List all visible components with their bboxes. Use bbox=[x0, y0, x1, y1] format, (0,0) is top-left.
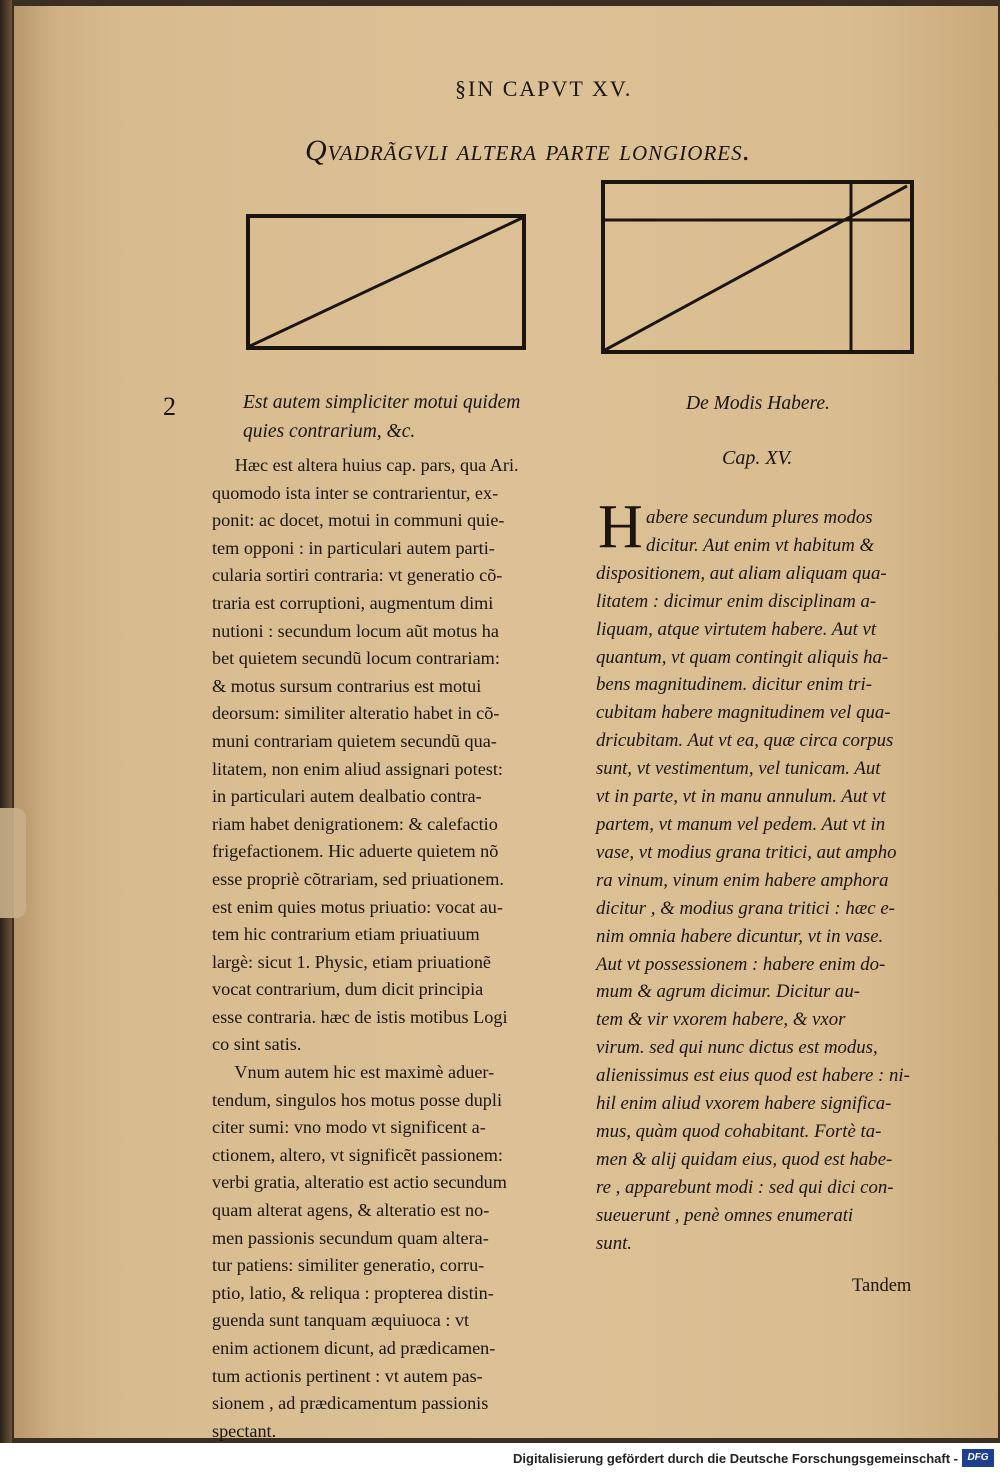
text-line: abere secundum plures modos bbox=[646, 507, 873, 528]
text-line: tem & vir vxorem habere, & vxor bbox=[596, 1009, 846, 1031]
text-line: ctionem, altero, vt significẽt passionem: bbox=[212, 1144, 503, 1165]
text-line: bet quietem secundũ locum contrariam: bbox=[212, 648, 500, 669]
text-line: esse contraria. hæc de istis motibus Logi bbox=[212, 1006, 508, 1027]
text-line: virum. sed qui nunc dictus est modus, bbox=[596, 1037, 878, 1059]
book-binding-edge bbox=[0, 0, 12, 1443]
text-line: traria est corruptioni, augmentum dimi bbox=[212, 592, 494, 613]
text-line: re , apparebunt modi : sed qui dici con- bbox=[596, 1176, 894, 1198]
digitization-footer bbox=[0, 1443, 1000, 1473]
text-line: quomodo ista inter se contrarientur, ex- bbox=[212, 482, 499, 503]
text-line: ptio, latio, & reliqua : propterea distin- bbox=[212, 1282, 494, 1303]
text-line: vocat contrarium, dum dicit principia bbox=[212, 979, 484, 1000]
text-line: Aut vt possessionem : habere enim do- bbox=[596, 953, 886, 975]
dfg-logo: DFG bbox=[962, 1449, 994, 1467]
text-line: tum actionis pertinent : vt autem pas- bbox=[212, 1365, 483, 1386]
text-line: tur patiens: similiter generatio, corru- bbox=[212, 1255, 485, 1276]
text-line: dicitur. Aut enim vt habitum & bbox=[646, 534, 875, 556]
text-line: cubitam habere magnitudinem vel qua- bbox=[596, 702, 891, 724]
text-line: alienissimus est eius quod est habere : ni- bbox=[596, 1065, 910, 1087]
left-column-text bbox=[212, 452, 519, 1445]
drop-cap: H bbox=[598, 493, 643, 561]
text-line: sunt. bbox=[596, 1232, 633, 1254]
text-line: guenda sunt tanquam æquiuoca : vt bbox=[212, 1310, 470, 1331]
text-line: men passionis secundum quam altera- bbox=[212, 1227, 489, 1248]
text-line: Vnum autem hic est maximè aduer- bbox=[212, 1062, 495, 1083]
text-line: sionem , ad prædicamentum passionis bbox=[212, 1393, 489, 1414]
text-line: vt in parte, vt in manu annulum. Aut vt bbox=[596, 786, 886, 808]
rectangle-figure-left bbox=[246, 214, 526, 350]
text-line: co sint satis. bbox=[212, 1034, 302, 1055]
rectangle-figure-right bbox=[601, 180, 914, 354]
lemma bbox=[243, 388, 520, 446]
text-line: spectant. bbox=[212, 1420, 277, 1441]
text-line: & motus sursum contrarius est motui bbox=[212, 675, 482, 696]
text-line: Hæc est altera huius cap. pars, qua Ari. bbox=[212, 455, 519, 475]
text-line: vase, vt modius grana tritici, aut ampho bbox=[596, 841, 897, 863]
text-line: hil enim aliud vxorem habere significa- bbox=[596, 1093, 892, 1115]
lemma-line: quies contrarium, &c. bbox=[243, 421, 416, 442]
text-line: tem hic contrarium etiam priuatiuum bbox=[212, 924, 480, 945]
text-line: in particulari autem dealbatio contra- bbox=[212, 786, 482, 807]
text-line: tendum, singulos hos motus posse dupli bbox=[212, 1089, 503, 1110]
figure-title: Qvadrãgvli altera parte longiores. bbox=[305, 134, 752, 167]
page-clip bbox=[0, 808, 26, 918]
text-line: dicitur , & modius grana tritici : hæc e- bbox=[596, 897, 895, 919]
text-line: deorsum: similiter alteratio habet in cõ- bbox=[212, 703, 500, 724]
margin-number: 2 bbox=[163, 392, 176, 421]
text-line: esse propriè cõtrariam, sed priuationem. bbox=[212, 868, 504, 889]
text-line: mum & agrum dicimur. Dicitur au- bbox=[596, 981, 860, 1003]
text-line: riam habet denigrationem: & calefactio bbox=[212, 813, 498, 834]
text-line: litatem : dicimur enim disciplinam a- bbox=[596, 590, 877, 612]
lemma-line: Est autem simpliciter motui quidem bbox=[243, 392, 521, 413]
text-line: dispositionem, aut aliam aliquam qua- bbox=[596, 562, 887, 584]
section-title: De Modis Habere. bbox=[686, 393, 830, 414]
text-line: sueuerunt , penè omnes enumerati bbox=[596, 1204, 854, 1226]
text-line: enim actionem dicunt, ad prædicamen- bbox=[212, 1338, 496, 1358]
text-line: liquam, atque virtutem habere. Aut vt bbox=[596, 618, 877, 640]
text-line: citer sumi: vno modo vt significent a- bbox=[212, 1117, 486, 1138]
text-line: partem, vt manum vel pedem. Aut vt in bbox=[596, 813, 886, 835]
text-line: frigefactionem. Hic aduerte quietem nõ bbox=[212, 841, 499, 862]
text-line: mus, quàm quod cohabitant. Fortè ta- bbox=[596, 1120, 882, 1142]
text-line: muni contrariam quietem secundũ qua- bbox=[212, 730, 497, 751]
text-line: cularia sortiri contraria: vt generatio cõ- bbox=[212, 565, 503, 586]
running-head: §IN CAPVT XV. bbox=[455, 76, 633, 101]
text-line: men & alij quidam eius, quod est habe- bbox=[596, 1148, 893, 1170]
footer-credit: Digitalisierung gefördert durch die Deutsche Forschungsgemeinschaft - bbox=[513, 1451, 958, 1466]
text-line: quantum, vt quam contingit aliquis ha- bbox=[596, 646, 889, 668]
text-line: dricubitam. Aut vt ea, quæ circa corpus bbox=[596, 730, 894, 752]
text-line: nim omnia habere dicuntur, vt in vase. bbox=[596, 925, 884, 947]
chapter-heading: Cap. XV. bbox=[722, 447, 793, 469]
text-line: est enim quies motus priuatio: vocat au- bbox=[212, 896, 503, 917]
text-line: quam alterat agens, & alteratio est no- bbox=[212, 1200, 490, 1221]
text-line: tem opponi : in particulari autem parti- bbox=[212, 537, 495, 558]
text-line: bens magnitudinem. dicitur enim tri- bbox=[596, 674, 872, 696]
right-column-text bbox=[596, 504, 910, 1257]
text-line: largè: sicut 1. Physic, etiam priuationẽ bbox=[212, 951, 491, 972]
text-line: verbi gratia, alteratio est actio secundum bbox=[212, 1172, 507, 1193]
text-line: ponit: ac docet, motui in communi quie- bbox=[212, 510, 505, 531]
text-line: ra vinum, vinum enim habere amphora bbox=[596, 869, 889, 891]
catchword: Tandem bbox=[852, 1276, 912, 1296]
text-line: nutioni : secundum locum aũt motus ha bbox=[212, 620, 499, 641]
text-line: sunt, vt vestimentum, vel tunicam. Aut bbox=[596, 758, 881, 780]
text-line: litatem, non enim aliud assignari potest: bbox=[212, 758, 503, 779]
